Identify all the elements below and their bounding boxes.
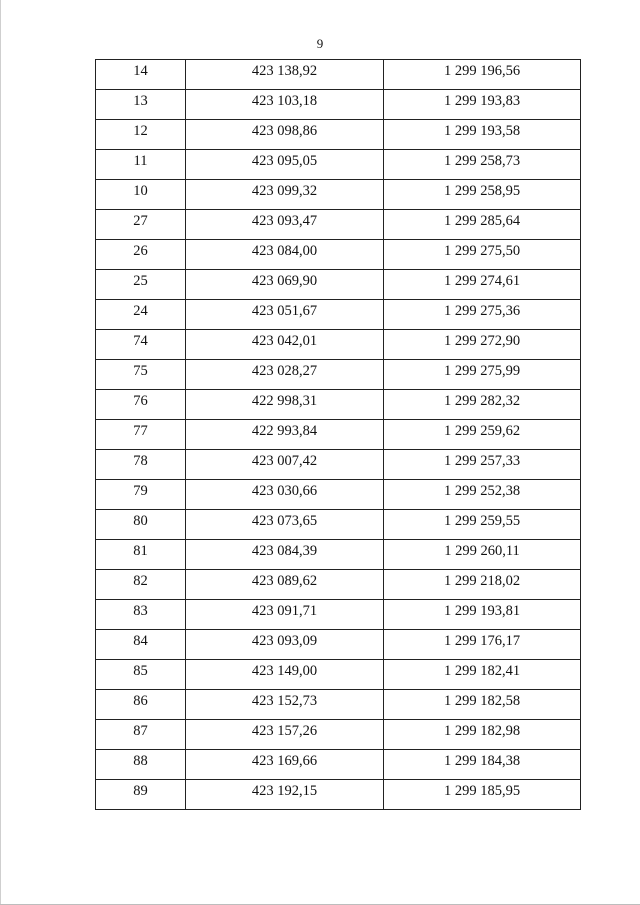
- y-coordinate-cell: 1 299 182,41: [384, 660, 581, 690]
- table-row: [96, 540, 581, 570]
- point-number-cell: 86: [96, 690, 186, 720]
- point-number-cell: 81: [96, 540, 186, 570]
- table-row: [96, 600, 581, 630]
- table-row: [96, 780, 581, 810]
- point-number-cell: 80: [96, 510, 186, 540]
- point-number-cell: 78: [96, 450, 186, 480]
- point-number-cell: 79: [96, 480, 186, 510]
- table-row: [96, 450, 581, 480]
- y-coordinate-cell: 1 299 282,32: [384, 390, 581, 420]
- table-row: [96, 420, 581, 450]
- x-coordinate-cell: 423 084,00: [186, 240, 384, 270]
- point-number-cell: 77: [96, 420, 186, 450]
- x-coordinate-cell: 423 093,47: [186, 210, 384, 240]
- x-coordinate-cell: 423 007,42: [186, 450, 384, 480]
- x-coordinate-cell: 422 998,31: [186, 390, 384, 420]
- x-coordinate-cell: 423 073,65: [186, 510, 384, 540]
- point-number-cell: 83: [96, 600, 186, 630]
- table-row: [96, 570, 581, 600]
- x-coordinate-cell: 423 169,66: [186, 750, 384, 780]
- table-row: [96, 270, 581, 300]
- y-coordinate-cell: 1 299 259,55: [384, 510, 581, 540]
- x-coordinate-cell: 423 098,86: [186, 120, 384, 150]
- table-row: [96, 660, 581, 690]
- table-row: [96, 750, 581, 780]
- table-row: [96, 210, 581, 240]
- point-number-cell: 25: [96, 270, 186, 300]
- point-number-cell: 76: [96, 390, 186, 420]
- x-coordinate-cell: 423 030,66: [186, 480, 384, 510]
- table-row: [96, 60, 581, 90]
- table-row: [96, 240, 581, 270]
- y-coordinate-cell: 1 299 258,95: [384, 180, 581, 210]
- point-number-cell: 13: [96, 90, 186, 120]
- x-coordinate-cell: 423 157,26: [186, 720, 384, 750]
- y-coordinate-cell: 1 299 196,56: [384, 60, 581, 90]
- x-coordinate-cell: 423 099,32: [186, 180, 384, 210]
- y-coordinate-cell: 1 299 218,02: [384, 570, 581, 600]
- y-coordinate-cell: 1 299 259,62: [384, 420, 581, 450]
- y-coordinate-cell: 1 299 275,50: [384, 240, 581, 270]
- point-number-cell: 26: [96, 240, 186, 270]
- point-number-cell: 87: [96, 720, 186, 750]
- y-coordinate-cell: 1 299 193,81: [384, 600, 581, 630]
- x-coordinate-cell: 423 028,27: [186, 360, 384, 390]
- y-coordinate-cell: 1 299 285,64: [384, 210, 581, 240]
- table-row: [96, 90, 581, 120]
- point-number-cell: 82: [96, 570, 186, 600]
- x-coordinate-cell: 423 069,90: [186, 270, 384, 300]
- y-coordinate-cell: 1 299 182,98: [384, 720, 581, 750]
- x-coordinate-cell: 423 042,01: [186, 330, 384, 360]
- x-coordinate-cell: 423 149,00: [186, 660, 384, 690]
- table-row: [96, 120, 581, 150]
- y-coordinate-cell: 1 299 184,38: [384, 750, 581, 780]
- y-coordinate-cell: 1 299 185,95: [384, 780, 581, 810]
- table-row: [96, 360, 581, 390]
- table-row: [96, 390, 581, 420]
- x-coordinate-cell: 422 993,84: [186, 420, 384, 450]
- table-row: [96, 630, 581, 660]
- y-coordinate-cell: 1 299 275,99: [384, 360, 581, 390]
- point-number-cell: 27: [96, 210, 186, 240]
- point-number-cell: 84: [96, 630, 186, 660]
- point-number-cell: 10: [96, 180, 186, 210]
- y-coordinate-cell: 1 299 193,58: [384, 120, 581, 150]
- scan-edge-left: [0, 0, 1, 905]
- point-number-cell: 75: [96, 360, 186, 390]
- y-coordinate-cell: 1 299 252,38: [384, 480, 581, 510]
- x-coordinate-cell: 423 095,05: [186, 150, 384, 180]
- x-coordinate-cell: 423 091,71: [186, 600, 384, 630]
- y-coordinate-cell: 1 299 182,58: [384, 690, 581, 720]
- y-coordinate-cell: 1 299 257,33: [384, 450, 581, 480]
- y-coordinate-cell: 1 299 275,36: [384, 300, 581, 330]
- x-coordinate-cell: 423 089,62: [186, 570, 384, 600]
- y-coordinate-cell: 1 299 272,90: [384, 330, 581, 360]
- x-coordinate-cell: 423 084,39: [186, 540, 384, 570]
- point-number-cell: 14: [96, 60, 186, 90]
- point-number-cell: 12: [96, 120, 186, 150]
- y-coordinate-cell: 1 299 258,73: [384, 150, 581, 180]
- table-row: [96, 330, 581, 360]
- x-coordinate-cell: 423 192,15: [186, 780, 384, 810]
- table-row: [96, 150, 581, 180]
- point-number-cell: 89: [96, 780, 186, 810]
- x-coordinate-cell: 423 138,92: [186, 60, 384, 90]
- point-number-cell: 74: [96, 330, 186, 360]
- point-number-cell: 11: [96, 150, 186, 180]
- table-row: [96, 510, 581, 540]
- table-row: [96, 300, 581, 330]
- x-coordinate-cell: 423 093,09: [186, 630, 384, 660]
- point-number-cell: 88: [96, 750, 186, 780]
- y-coordinate-cell: 1 299 260,11: [384, 540, 581, 570]
- coordinates-table-body: [96, 60, 581, 810]
- page-number: 9: [316, 36, 324, 51]
- x-coordinate-cell: 423 152,73: [186, 690, 384, 720]
- point-number-cell: 85: [96, 660, 186, 690]
- table-row: [96, 480, 581, 510]
- point-number-cell: 24: [96, 300, 186, 330]
- y-coordinate-cell: 1 299 193,83: [384, 90, 581, 120]
- y-coordinate-cell: 1 299 176,17: [384, 630, 581, 660]
- x-coordinate-cell: 423 051,67: [186, 300, 384, 330]
- y-coordinate-cell: 1 299 274,61: [384, 270, 581, 300]
- table-row: [96, 690, 581, 720]
- x-coordinate-cell: 423 103,18: [186, 90, 384, 120]
- table-row: [96, 720, 581, 750]
- coordinates-table: [95, 59, 581, 810]
- table-row: [96, 180, 581, 210]
